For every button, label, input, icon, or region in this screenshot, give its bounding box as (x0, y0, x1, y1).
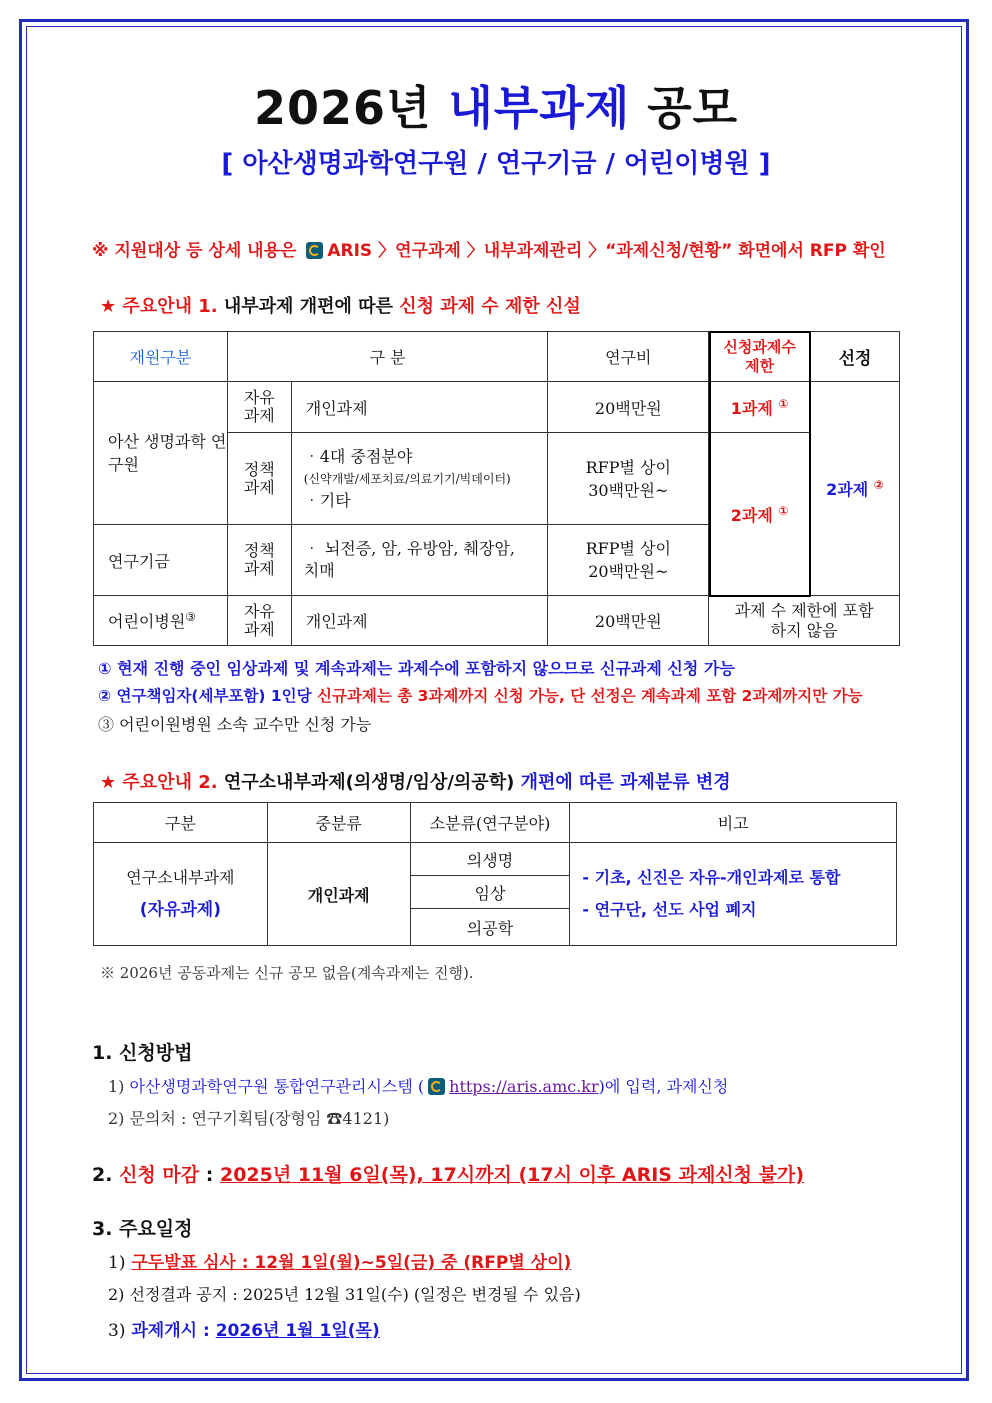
row-fund: 연구기금 (94, 525, 228, 596)
section-1-item-2: 2) 문의처 : 연구기획팀(장형임 ☎4121) (108, 1109, 390, 1128)
t2-col-mid: 중분류 (267, 803, 410, 843)
section-3-title: 3. 주요일정 (92, 1218, 193, 1240)
note-1: ① 현재 진행 중인 임상과제 및 계속과제는 과제수에 포함하지 않으므로 신규과제 신청 가능 (98, 659, 735, 678)
t2-col-remark: 비고 (570, 803, 897, 843)
task-limit-table (93, 331, 900, 646)
classification-table (93, 802, 897, 946)
section-1-title: 1. 신청방법 (92, 1042, 193, 1064)
star-icon: ★ (100, 772, 117, 793)
budget-20m: 20백만원 (548, 382, 709, 433)
col-funding: 재원구분 (94, 332, 228, 382)
rfp-notice: ※ 지원대상 등 상세 내용은 ARIS 〉연구과제 〉내부과제관리 〉“과제신청/현황” 화면에서 RFP 확인 (92, 241, 886, 261)
t2-remarks: - 기초, 신진은 자유-개인과제로 통합 - 연구단, 선도 사업 폐지 (570, 843, 897, 946)
note-3: ③ 어린이원병원 소속 교수만 신청 가능 (98, 715, 372, 734)
t2-sub-1: 의생명 (410, 843, 570, 876)
limit-2: 2과제 ① (709, 433, 811, 596)
t2-row-name: 연구소내부과제 (자유과제) (94, 843, 268, 946)
budget-rfp-30: RFP별 상이 30백만원~ (548, 433, 709, 525)
aris-link[interactable]: https://aris.amc.kr (449, 1077, 599, 1096)
row-children: 어린이병원③ (94, 596, 228, 646)
note-2: ② 연구책임자(세부포함) 1인당 신규과제는 총 3과제까지 신청 가능, 단 선정은 계속과제 포함 2과제까지만 가능 (98, 687, 863, 705)
guide-2-heading: ★ 주요안내 2. 연구소내부과제(의생명/임상/의공학) 개편에 따른 과제분류 변경 (100, 772, 731, 793)
section-3-item-2: 2) 선정결과 공지 : 2025년 12월 31일(수) (일정은 변경될 수 있음) (108, 1285, 581, 1304)
section-2-deadline: 2. 신청 마감 : 2025년 11월 6일(목), 17시까지 (17시 이후 ARIS 과제신청 불가) (92, 1164, 805, 1186)
page-subtitle: [ 아산생명과학연구원 / 연구기금 / 어린이병원 ] (221, 149, 771, 179)
col-category: 구 분 (227, 332, 548, 382)
col-limit: 신청과제수 제한 (709, 332, 811, 382)
selection-2: 2과제 ② (811, 382, 900, 596)
fund-items: ‧ 뇌전증, 암, 유방암, 췌장암, 치매 (291, 525, 548, 596)
col-budget: 연구비 (548, 332, 709, 382)
free-task-label: 자유 과제 (227, 382, 291, 433)
section-1-item-1: 1) 아산생명과학연구원 통합연구관리시스템 ( https://aris.amc.kr)에 입력, 과제신청 (108, 1077, 729, 1096)
policy-task-label-2: 정책 과제 (227, 525, 291, 596)
t2-sub-2: 임상 (410, 876, 570, 909)
personal-task-2: 개인과제 (291, 596, 548, 646)
star-icon: ★ (100, 296, 117, 317)
policy-items: ‧4대 중점분야 (신약개발/세포치료/의료기기/빅데이터) ‧기타 (291, 433, 548, 525)
aris-logo-icon (306, 242, 323, 259)
not-included: 과제 수 제한에 포함하지 않음 (709, 596, 900, 646)
t2-sub-3: 의공학 (410, 909, 570, 946)
aris-logo-icon (428, 1078, 445, 1095)
limit-1: 1과제 ① (709, 382, 811, 433)
personal-task: 개인과제 (291, 382, 548, 433)
row-asan: 아산 생명과학 연구원 (94, 382, 228, 525)
col-selection: 선정 (811, 332, 900, 382)
budget-rfp-20: RFP별 상이 20백만원~ (548, 525, 709, 596)
section-3-item-1: 1) 구두발표 심사 : 12월 1일(월)~5일(금) 중 (RFP별 상이) (108, 1253, 572, 1273)
free-task-label-2: 자유 과제 (227, 596, 291, 646)
note-joint-task: ※ 2026년 공동과제는 신규 공모 없음(계속과제는 진행). (100, 964, 474, 982)
guide-1-heading: ★ 주요안내 1. 내부과제 개편에 따른 신청 과제 수 제한 신설 (100, 296, 581, 317)
t2-col-sub: 소분류(연구분야) (410, 803, 570, 843)
page-title: 2026년 내부과제 공모 (253, 81, 739, 135)
t2-col-category: 구분 (94, 803, 268, 843)
budget-20m-2: 20백만원 (548, 596, 709, 646)
t2-mid: 개인과제 (267, 843, 410, 946)
section-3-item-3: 3) 과제개시 : 2026년 1월 1일(목) (108, 1321, 380, 1341)
policy-task-label: 정책 과제 (227, 433, 291, 525)
